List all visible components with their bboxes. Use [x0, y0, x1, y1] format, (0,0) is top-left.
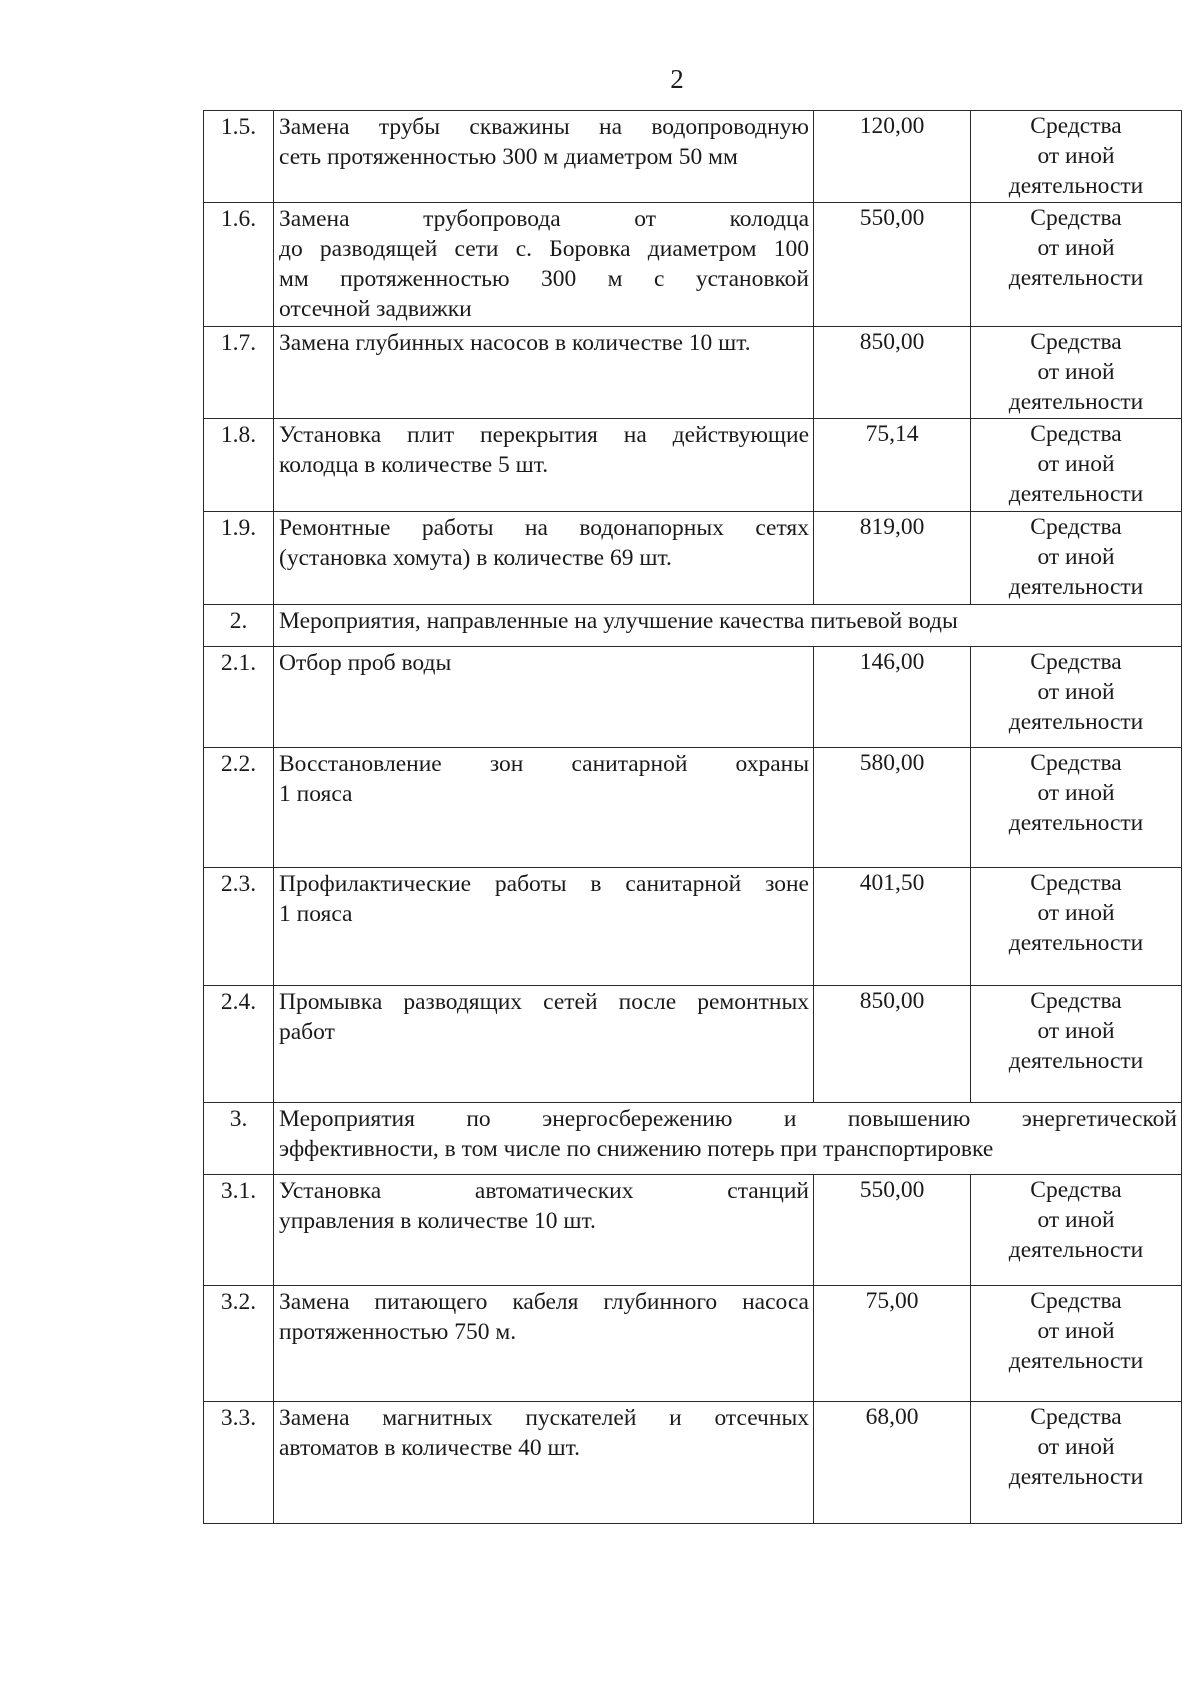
cost-amount: 75,14 — [814, 419, 971, 512]
row-number: 1.6. — [204, 203, 274, 327]
cost-amount: 550,00 — [814, 203, 971, 327]
funding-source-line: от иной — [1037, 679, 1115, 705]
cost-amount: 68,00 — [814, 1402, 971, 1524]
table-row — [204, 111, 1182, 203]
description-line: Замена магнитных пускателей и отсечных — [279, 1405, 809, 1431]
description-line: Установка плит перекрытия на действующие — [279, 422, 809, 448]
description-line: Замена трубопровода от колодца — [279, 206, 809, 232]
row-number: 3.1. — [204, 1175, 274, 1286]
description-line: Установка автоматических станций — [279, 1178, 809, 1204]
funding-source-line: от иной — [1037, 451, 1115, 477]
funding-source — [971, 1175, 1182, 1286]
cost-amount: 146,00 — [814, 647, 971, 748]
description-line: Ремонтные работы на водонапорных сетях — [279, 515, 809, 541]
description-line: до разводящей сети с. Боровка диаметром 100 — [279, 236, 809, 262]
description-line: Мероприятия по энергосбережению и повышению энергетической — [279, 1106, 1177, 1132]
description-line: протяженностью 750 м. — [279, 1319, 517, 1345]
description-line: Отбор проб воды — [279, 650, 452, 676]
cost-amount: 550,00 — [814, 1175, 971, 1286]
cost-amount: 819,00 — [814, 512, 971, 605]
description-line: Мероприятия, направленные на улучшение качества питьевой воды — [279, 608, 958, 634]
row-number: 1.9. — [204, 512, 274, 605]
table-row — [204, 1402, 1182, 1524]
funding-source — [971, 419, 1182, 512]
funding-source-line: Средства — [1030, 750, 1122, 776]
table-row — [204, 512, 1182, 605]
table-row — [204, 1175, 1182, 1286]
cost-amount: 401,50 — [814, 868, 971, 986]
funding-source-line: от иной — [1037, 1207, 1115, 1233]
funding-source-line: Средства — [1030, 113, 1122, 139]
funding-source-line: Средства — [1030, 649, 1122, 675]
table-row — [204, 986, 1182, 1103]
funding-source-line: Средства — [1030, 421, 1122, 447]
row-number: 2.3. — [204, 868, 274, 986]
funding-source-line: от иной — [1037, 544, 1115, 570]
funding-source-line: от иной — [1037, 1318, 1115, 1344]
row-number: 2.4. — [204, 986, 274, 1103]
description-line: (установка хомута) в количестве 69 шт. — [279, 545, 672, 571]
row-number: 3.2. — [204, 1286, 274, 1402]
funding-source-line: от иной — [1037, 143, 1115, 169]
measure-description — [274, 512, 814, 605]
row-number: 1.5. — [204, 111, 274, 203]
measure-description — [274, 1286, 814, 1402]
cost-amount: 850,00 — [814, 986, 971, 1103]
funding-source-line: от иной — [1037, 900, 1115, 926]
description-line: 1 пояса — [279, 781, 353, 807]
funding-source — [971, 512, 1182, 605]
description-line: эффективности, в том числе по снижению потерь при транспортировке — [279, 1136, 994, 1162]
measure-description — [274, 1402, 814, 1524]
measure-description — [274, 1175, 814, 1286]
table-row — [204, 419, 1182, 512]
section-row — [204, 605, 1182, 647]
funding-source — [971, 1286, 1182, 1402]
funding-source-line: деятельности — [1008, 930, 1144, 956]
funding-source-line: Средства — [1030, 329, 1122, 355]
section-title — [274, 605, 1182, 647]
measures-table — [203, 110, 1182, 1524]
funding-source-line: Средства — [1030, 205, 1122, 231]
cost-amount: 75,00 — [814, 1286, 971, 1402]
funding-source-line: деятельности — [1008, 389, 1144, 415]
table-row — [204, 327, 1182, 419]
description-line: Замена питающего кабеля глубинного насоса — [279, 1289, 809, 1315]
funding-source — [971, 647, 1182, 748]
row-number: 3.3. — [204, 1402, 274, 1524]
row-number: 2.2. — [204, 748, 274, 868]
description-line: Промывка разводящих сетей после ремонтных — [279, 989, 809, 1015]
description-line: колодца в количестве 5 шт. — [279, 452, 549, 478]
row-number: 2. — [204, 605, 274, 647]
row-number: 3. — [204, 1103, 274, 1175]
funding-source-line: от иной — [1037, 359, 1115, 385]
row-number: 2.1. — [204, 647, 274, 748]
description-line: 1 пояса — [279, 901, 353, 927]
description-line: сеть протяженностью 300 м диаметром 50 мм — [279, 144, 738, 170]
funding-source-line: деятельности — [1008, 1348, 1144, 1374]
table-row — [204, 647, 1182, 748]
row-number: 1.7. — [204, 327, 274, 419]
funding-source-line: деятельности — [1008, 173, 1144, 199]
funding-source-line: от иной — [1037, 1434, 1115, 1460]
funding-source-line: деятельности — [1008, 574, 1144, 600]
funding-source — [971, 748, 1182, 868]
measure-description — [274, 327, 814, 419]
description-line: Замена глубинных насосов в количестве 10 шт. — [279, 330, 751, 356]
description-line: Замена трубы скважины на водопроводную — [279, 114, 809, 140]
measure-description — [274, 647, 814, 748]
funding-source — [971, 203, 1182, 327]
table-row — [204, 868, 1182, 986]
measure-description — [274, 868, 814, 986]
funding-source-line: деятельности — [1008, 1464, 1144, 1490]
description-line: отсечной задвижки — [279, 296, 472, 322]
funding-source-line: Средства — [1030, 870, 1122, 896]
description-line: автоматов в количестве 40 шт. — [279, 1435, 581, 1461]
cost-amount: 120,00 — [814, 111, 971, 203]
funding-source-line: от иной — [1037, 235, 1115, 261]
cost-amount: 850,00 — [814, 327, 971, 419]
funding-source — [971, 986, 1182, 1103]
table-body — [204, 111, 1182, 1524]
table-row — [204, 748, 1182, 868]
cost-amount: 580,00 — [814, 748, 971, 868]
section-title — [274, 1103, 1182, 1175]
funding-source-line: деятельности — [1008, 709, 1144, 735]
funding-source-line: деятельности — [1008, 481, 1144, 507]
funding-source-line: деятельности — [1008, 1237, 1144, 1263]
description-line: Восстановление зон санитарной охраны — [279, 751, 809, 777]
measure-description — [274, 986, 814, 1103]
funding-source-line: деятельности — [1008, 810, 1144, 836]
section-row — [204, 1103, 1182, 1175]
funding-source — [971, 327, 1182, 419]
measure-description — [274, 419, 814, 512]
description-line: Профилактические работы в санитарной зоне — [279, 871, 809, 897]
funding-source-line: от иной — [1037, 1018, 1115, 1044]
funding-source-line: Средства — [1030, 988, 1122, 1014]
measure-description — [274, 203, 814, 327]
funding-source — [971, 868, 1182, 986]
description-line: мм протяженностью 300 м с установкой — [279, 266, 809, 292]
measure-description — [274, 111, 814, 203]
table-row — [204, 1286, 1182, 1402]
funding-source — [971, 111, 1182, 203]
funding-source-line: Средства — [1030, 1404, 1122, 1430]
page-number: 2 — [670, 64, 684, 94]
funding-source-line: Средства — [1030, 514, 1122, 540]
funding-source-line: Средства — [1030, 1288, 1122, 1314]
funding-source-line: деятельности — [1008, 265, 1144, 291]
funding-source-line: деятельности — [1008, 1048, 1144, 1074]
funding-source-line: от иной — [1037, 780, 1115, 806]
measure-description — [274, 748, 814, 868]
description-line: управления в количестве 10 шт. — [279, 1208, 596, 1234]
funding-source-line: Средства — [1030, 1177, 1122, 1203]
table-row — [204, 203, 1182, 327]
row-number: 1.8. — [204, 419, 274, 512]
funding-source — [971, 1402, 1182, 1524]
description-line: работ — [279, 1019, 335, 1045]
